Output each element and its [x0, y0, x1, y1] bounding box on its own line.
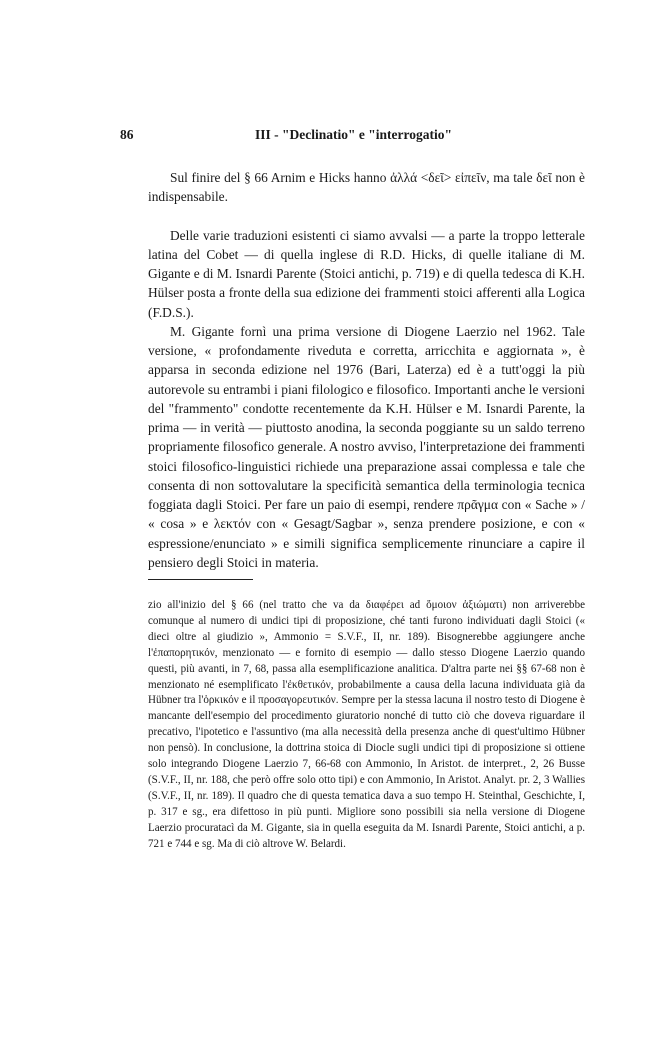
footnote-separator — [148, 579, 253, 580]
footnote-text: zio all'inizio del § 66 (nel tratto che va da διαφέρει ad ὅμοιον ἀξιώματι) non arriverebbe comunque al numero di undici tipi di proposizione, ché tanti furono individuati dagli Stoici (« dieci oltre al giudizio », Ammonio = S.V.F., II, nr. 189). Bisognerebbe aggiungere anche l'ἐπαπορητικόν, menzionato — e fornito di esempio — dallo stesso Diogene Laerzio quando questi, più avanti, in 7, 68, passa alla esemplificazione analitica. D'altra parte nei §§ 67-68 non è menzionato né esemplificato l'ἐκθετικόν, probabilmente a causa della lacuna individuata già da Hübner tra l'ὁρκικόν e il προσαγορευτικόν. Sempre per la stessa lacuna il nostro testo di Diogene è mancante dell'esempio del procedimento giuratorio nonché di tutto ciò che doveva riguardare il precativo, l'ipotetico e l'assuntivo (ma alla necessità della presenza anche di quest'ultimo Hübner non pensò). In conclusione, la dottrina stoica di Diocle sugli undici tipi di proposizione si ottiene solo integrando Diogene Laerzio 7, 66-68 con Ammonio, In Aristot. de interpret., 2, 26 Busse (S.V.F., II, nr. 188, che però offre solo otto tipi) e con Ammonio, In Aristot. Analyt. pr. 2, 3 Wallies (S.V.F., II, nr. 189). Il quadro che di questa tematica dava a suo tempo H. Steinthal, Geschichte, I, p. 317 e sg., era difettoso in più punti. Migliore sono possibili sia nella versione di Diogene Laerzio procuratacì da M. Gigante, sia in quella eseguita da M. Isnardi Parente, Stoici antichi, a p. 721 e 744 e sg. Ma di ciò altrove W. Belardi. — [148, 599, 585, 850]
running-head: III - "Declinatio" e "interrogatio" — [255, 127, 452, 142]
paragraph-ending-section-66: Sul finire del § 66 Arnim e Hicks hanno ἀλλά <δεῖ> εἰπεῖν, ma tale δεῖ non è indispensabile. — [148, 170, 585, 205]
footnote — [148, 598, 585, 853]
paragraph-gigante-version: M. Gigante fornì una prima versione di Diogene Laerzio nel 1962. Tale versione, « profondamente riveduta e corretta, arricchita e aggiornata », è apparsa in seconda edizione nel 1976 (Bari, Laterza) ed è a tutt'oggi la più autorevole su entrambi i piani filologico e filosofico. Importanti anche le versioni del "frammento" condotte recentemente da K.H. Hülser e M. Isnardi Parente, la prima — in verità — piuttosto anodina, la seconda poggiante su un saldo terreno propriamente filosofico generale. A nostro avviso, l'interpretazione dei frammenti stoici filosofico-linguistici richiede una preparazione assai complessa e tale che consenta di non sottovalutare la specificità semantica della terminologia tecnica foggiata dagli Stoici. Per fare un paio di esempi, rendere πρᾶγμα con « Sache » / « cosa » e λεκτόν con « Gesagt/Sagbar », senza prendere posizione, e con « espressione/enunciato » e simili significa semplicemente rinunciare a capire il pensiero degli Stoici in materia. — [148, 323, 585, 570]
paragraph-translations: Delle varie traduzioni esistenti ci siamo avvalsi — a parte la troppo letterale latina del Cobet — di quella inglese di R.D. Hicks, di quelle italiane di M. Gigante e di M. Isnardi Parente (Stoici antichi, p. 719) e di quella tedesca di K.H. Hülser posta a fronte della sua edizione dei frammenti stoici afferenti alla Logica (F.D.S.). — [148, 227, 585, 320]
main-text — [148, 168, 585, 572]
page-number: 86 — [120, 127, 134, 142]
